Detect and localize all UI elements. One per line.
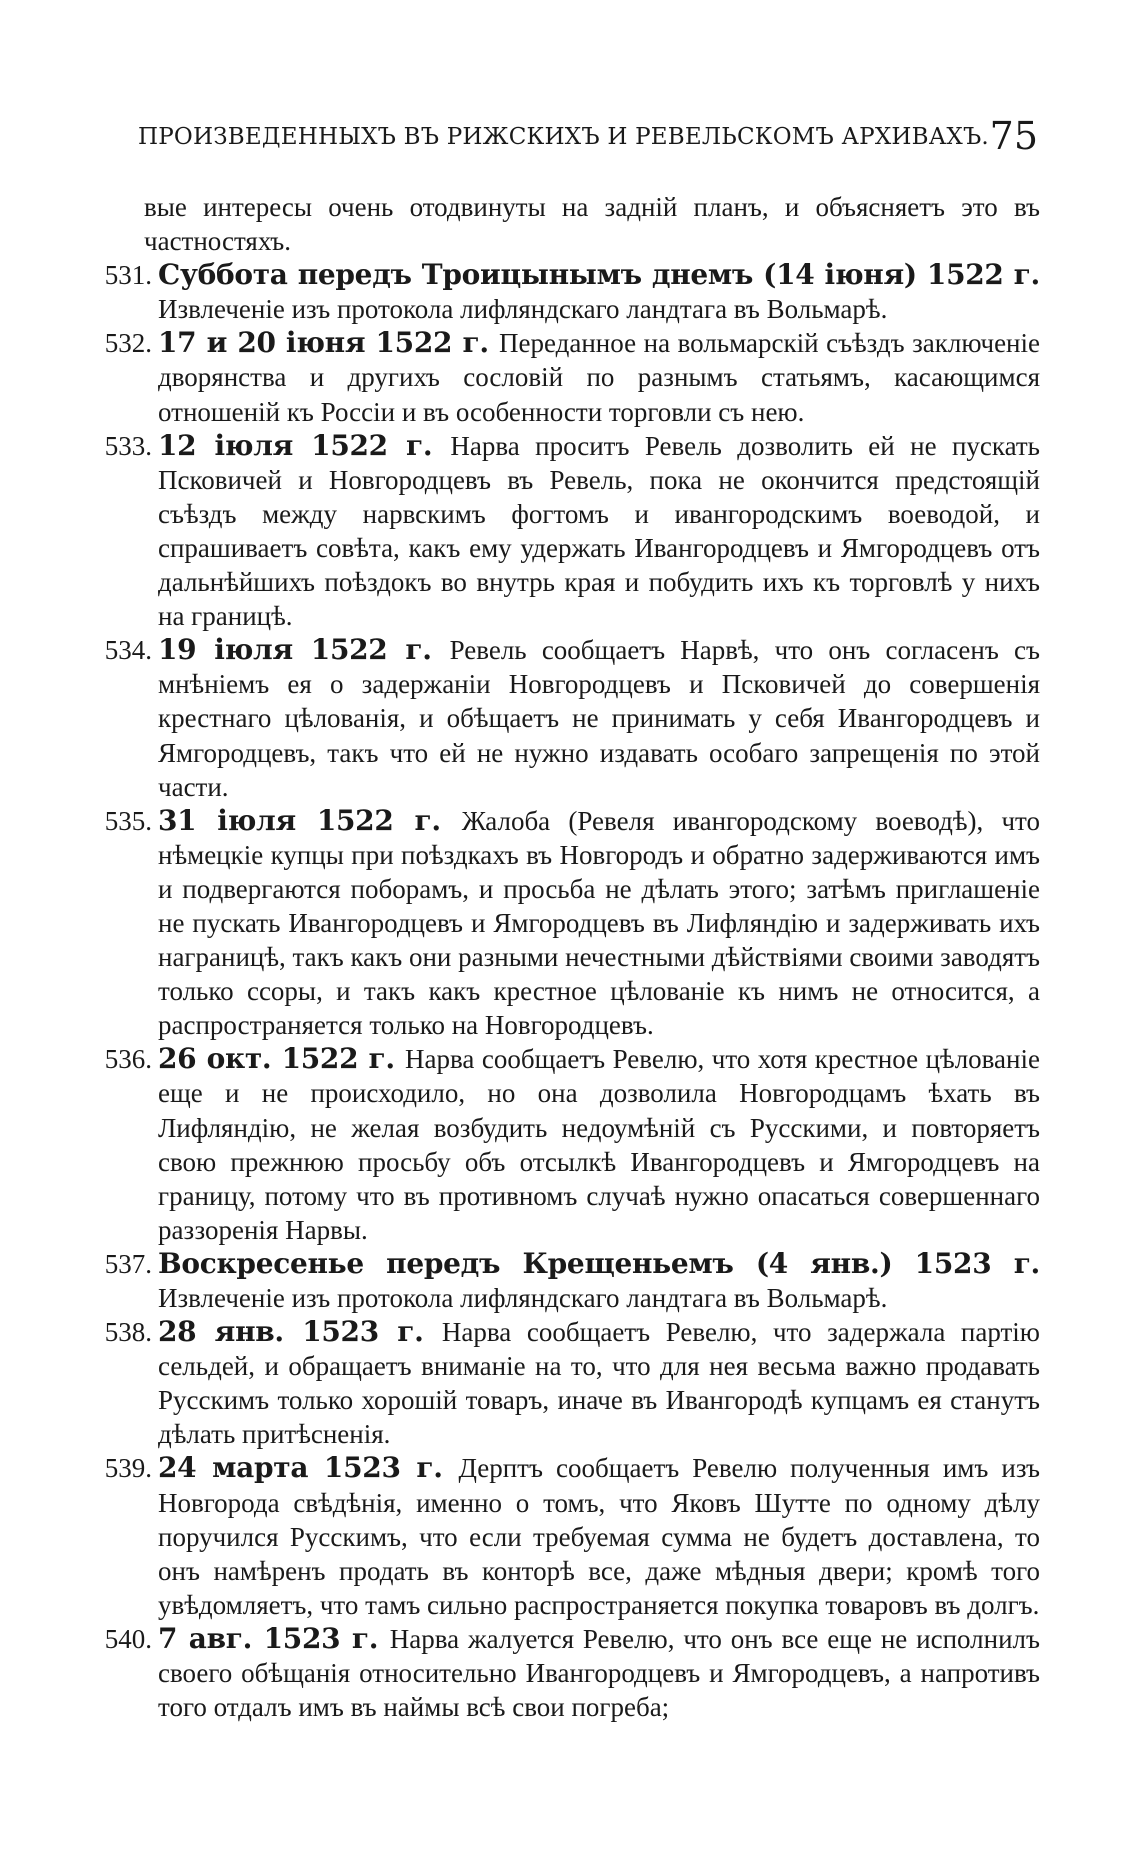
- entry-number: 536.: [104, 1044, 152, 1075]
- entry-date: 17 и 20 іюня 1522 г.: [158, 326, 500, 360]
- entry-date: 7 авг. 1523 г.: [158, 1621, 390, 1655]
- entry-date: 19 іюля 1522 г.: [158, 633, 450, 667]
- entry-537: [80, 1247, 1040, 1315]
- entry-text: Извлеченіе изъ протокола лифляндскаго ландтага въ Вольмарѣ.: [158, 1283, 888, 1313]
- entry-text: Ревель сообщаетъ Нарвѣ, что онъ согласенъ съ мнѣніемъ ея о задержаніи Новгородцевъ и Псковичей до совершенія крестнаго цѣлованія, и обѣщаетъ не принимать у себя Ивангородцевъ и Ямгородцевъ, такъ что ей не нужно издавать особаго запрещенія по этой части.: [158, 635, 1040, 802]
- entry-number: 533.: [104, 430, 152, 461]
- entry-text: Извлеченіе изъ протокола лифляндскаго ландтага въ Вольмарѣ.: [158, 294, 888, 325]
- entry-number: 532.: [104, 328, 152, 359]
- entry-text: Нарва сообщаетъ Ревелю, что хотя крестное цѣлованіе еще и не происходило, но она дозволила Новгородцамъ ѣхать въ Лифляндію, не желая возбудить недоумѣній съ Русскими, и повторяетъ свою прежнюю просьбу объ отсылкѣ Ивангородцевъ и Ямгородцевъ на границу, потому что въ противномъ случаѣ нужно опасаться совершеннаго раззоренія Нарвы.: [158, 1044, 1040, 1245]
- entry-538: [80, 1315, 1040, 1451]
- entry-535: [80, 804, 1040, 1043]
- entry-date: 24 марта 1523 г.: [158, 1451, 459, 1485]
- entry-540: [80, 1622, 1040, 1724]
- entry-text: Дерптъ сообщаетъ Ревелю полученныя имъ изъ Новгорода свѣдѣнія, именно о томъ, что Яковъ Шутте по одному дѣлу поручился Русскимъ, что если требуемая сумма не будетъ доставлена, то онъ намѣренъ продать въ конторѣ все, даже мѣдныя двери; кромѣ того увѣдомляетъ, что тамъ сильно распространяется покупка товаровъ въ долгъ.: [158, 1453, 1040, 1620]
- entry-number: 538.: [104, 1317, 152, 1348]
- entry-536: [80, 1042, 1040, 1247]
- continuation-paragraph: вые интересы очень отодвинуты на задній планъ, и объясняетъ это въ частностяхъ.: [144, 192, 1040, 257]
- entry-date: 28 янв. 1523 г.: [158, 1315, 442, 1349]
- entry-532: [80, 326, 1040, 428]
- entry-text: Нарва сообщаетъ Ревелю, что задержала партію сельдей, и обращаетъ вниманіе на то, что для нея весьма важно продавать Русскимъ только хорошій товаръ, иначе въ Ивангородѣ купцамъ ея станутъ дѣлать притѣсненія.: [158, 1317, 1040, 1450]
- entry-text: Жалоба (Ревеля ивангородскому воеводѣ), что нѣмецкіе купцы при поѣздкахъ въ Новгородъ и обратно задерживаются имъ и подвергаются поборамъ, и просьба не дѣлать этого; затѣмъ приглашеніе не пускать Ивангородцевъ и Ямгородцевъ въ Лифляндію и задерживать ихъ награницѣ, такъ какъ они разными нечестными дѣйствіями своими заводятъ только ссоры, и такъ какъ крестное цѣлованіе къ нимъ не относится, а распространяется только на Новгородцевъ.: [158, 805, 1041, 1041]
- entry-number: 539.: [104, 1453, 152, 1484]
- entry-date: 12 іюля 1522 г.: [158, 428, 451, 462]
- entry-number: 535.: [104, 805, 152, 836]
- entry-533: [80, 429, 1040, 634]
- entry-number: 534.: [104, 635, 152, 666]
- entry-date: 26 окт. 1522 г.: [158, 1042, 406, 1076]
- entry-531: [80, 258, 1040, 326]
- body-text: [80, 190, 1040, 1724]
- entry-text: Переданное на вольмарскій съѣздъ заключеніе дворянства и другихъ сословій по разнымъ статьямъ, касающимся отношеній къ Россіи и въ особенности торговли съ нею.: [158, 328, 1040, 427]
- running-header: [138, 114, 1038, 158]
- entry-date: 31 іюля 1522 г.: [158, 803, 462, 837]
- entry-date: Воскресенье передъ Крещеньемъ (4 янв.) 1523 г.: [158, 1246, 1040, 1280]
- entry-text: Нарва жалуется Ревелю, что онъ все еще не исполнилъ своего обѣщанія относительно Ивангородцевъ и Ямгородцевъ, а напротивъ того отдалъ имъ въ наймы всѣ свои погреба;: [158, 1623, 1040, 1723]
- entry-date: Суббота передъ Троицынымъ днемъ (14 іюня) 1522 г.: [158, 258, 1040, 292]
- entry-534: [80, 633, 1040, 803]
- page-number: 75: [989, 114, 1038, 158]
- entry-text: Нарва проситъ Ревель дозволить ей не пускать Псковичей и Новгородцевъ въ Ревель, пока не окончится предстоящій съѣздъ между нарвскимъ фогтомъ и ивангородскимъ воеводой, и спрашиваетъ совѣта, какъ ему удержать Ивангородцевъ и Ямгородцевъ отъ дальнѣйшихъ поѣздокъ во внутрь края и побудить ихъ къ торговлѣ у нихъ на границѣ.: [158, 430, 1040, 632]
- entry-number: 540.: [104, 1623, 152, 1654]
- running-title: ПРОИЗВЕДЕННЫХЪ ВЪ РИЖСКИХЪ И РЕВЕЛЬСКОМЪ АРХИВАХЪ.: [138, 124, 989, 150]
- entry-number: 537.: [104, 1248, 152, 1279]
- entry-number: 531.: [104, 260, 152, 291]
- entry-539: [80, 1451, 1040, 1621]
